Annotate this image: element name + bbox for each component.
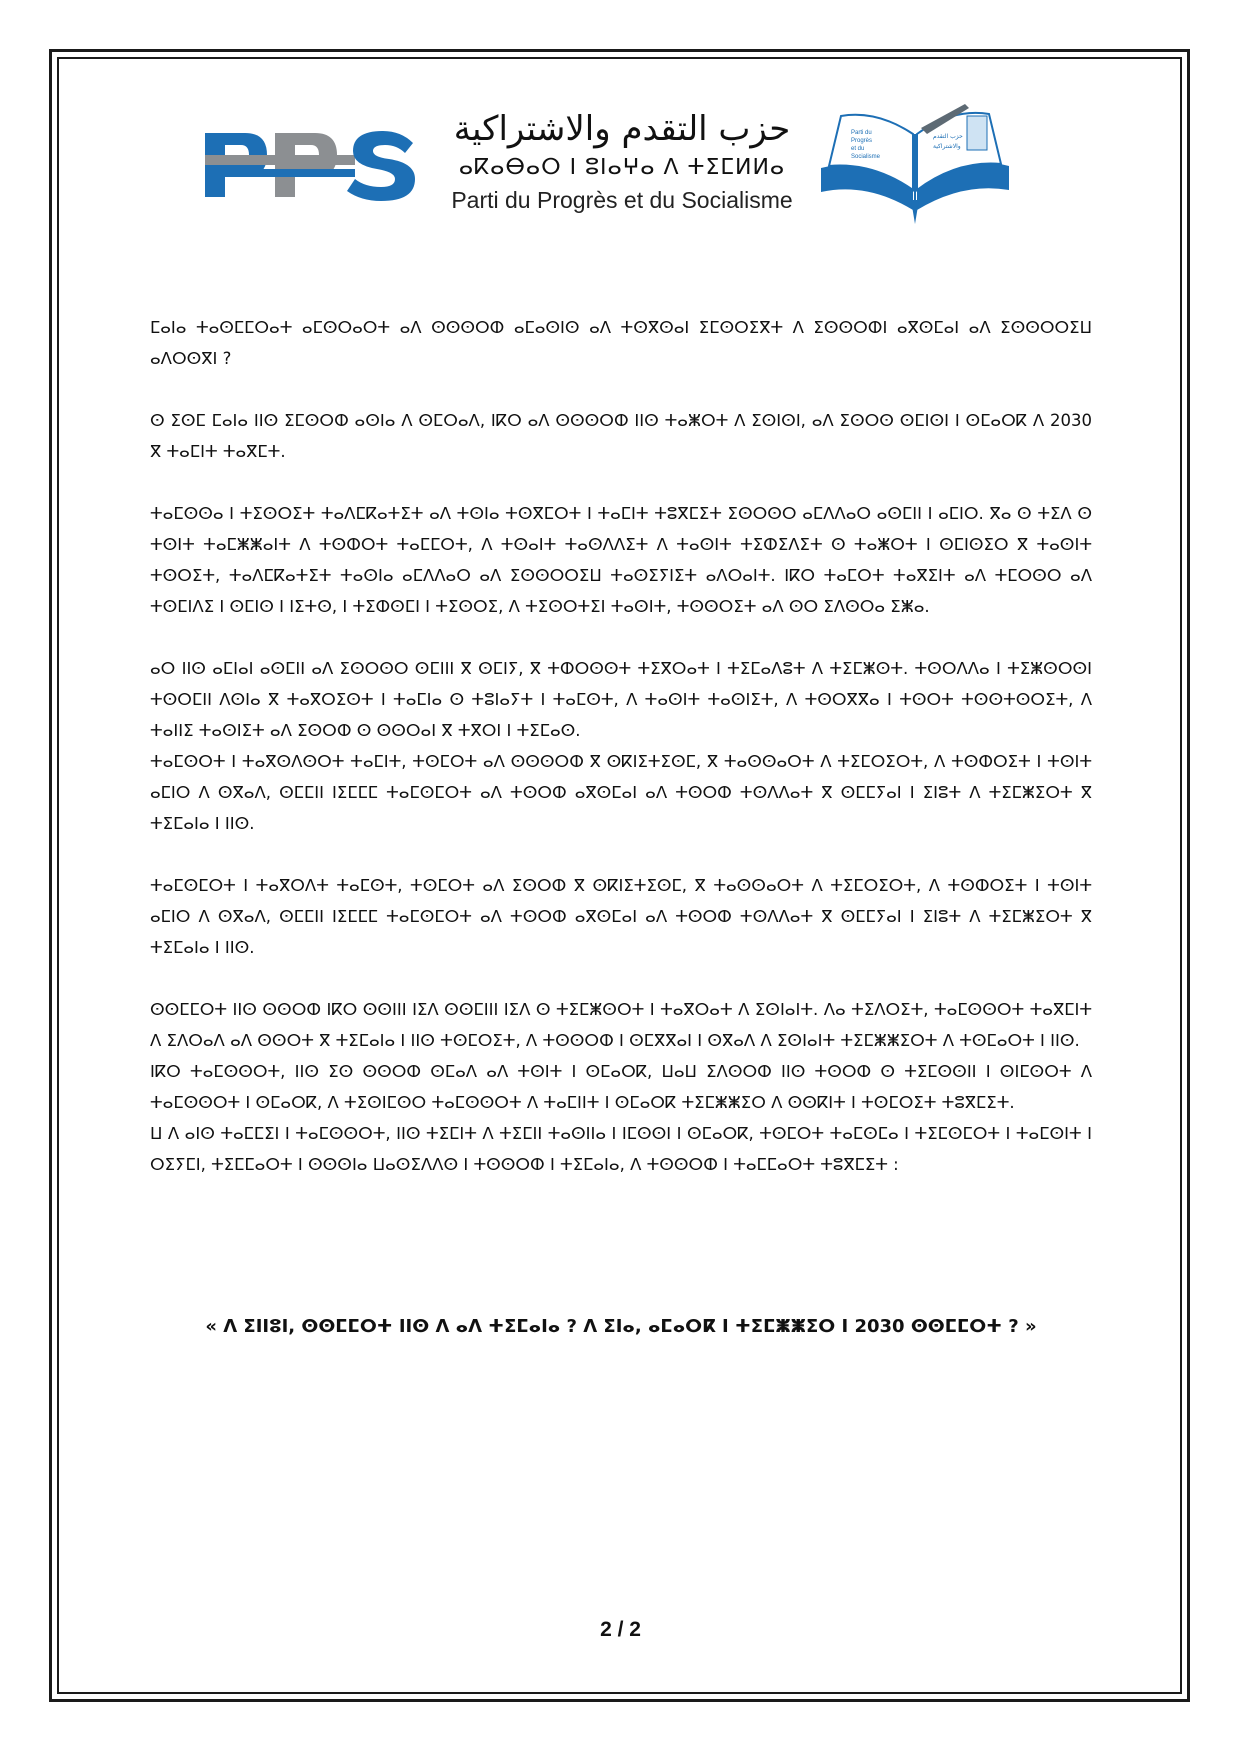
page-number: 2 / 2 [600, 1618, 641, 1641]
closing-question: « ⴷ ⵉⵏⵏⵓⵏ, ⵙⵙⵎⵎⵔⵜ ⵏⵏⵙ ⴷ ⴰⴷ ⵜⵉⵎⴰⵏⴰ ? ⴷ ⵉⵏⴰ, ⴰⵎⴰⵔⴽ ⵏ ⵜⵉⵎⵥⵥⵉⵔ ⵏ 2030 ⵙⵙⵎⵎⵔⵜ ? » [205, 1316, 1037, 1337]
party-names [432, 106, 812, 216]
svg-text:والاشتراكية: والاشتراكية [933, 143, 961, 150]
pps-logo [205, 125, 417, 205]
paragraph: ⴰⵔ ⵏⵏⵙ ⴰⵎⵏⴰⵏ ⴰⵙⵎⵏⵏ ⴰⴷ ⵉⵙⵔⵙⵔ ⵙⵎⵏⵏⵏ ⴳ ⵙⵎⵏⵢ, ⴳ ⵜⵀⵔⵙⵙⵜ ⵜⵉⴳⵔⴰⵜ ⵏ ⵜⵉⵎⴰⴷⵓⵜ ⴷ ⵜⵉⵎⵥⵙⵜ. ⵜⵙⵔⴷⴷⴰ ⵏ ⵜⵉⵥⵙⵔⵙⵏ ⵜⵙⵔⵎⵏⵏ ⴷⵙⵏⴰ ⴳ ⵜⴰⴳⵔⵉⵙⵜ ⵏ ⵜⴰⵎⵏⴰ ⵙ ⵜⵓⵏⴰⵢⵜ ⵏ ⵜⴰⵎⵙⵜ, ⴷ ⵜⴰⵙⵏⵜ ⵜⴰⵙⵏⵉⵜ, ⴷ ⵜⵙⵔⴳⴳⴰ ⵏ ⵜⵙⵔⵜ ⵜⵙⵙⵜⵙⵔⵉⵜ, ⴷ ⵜⴰⵏⵏⵉ ⵜⴰⵙⵏⵉⵜ ⴰⴷ ⵉⵙⵔⵀ ⵙ ⵙⵙⵔⴰⵏ ⴳ ⵜⴳⵔⵏ ⵏ ⵜⵉⵎⴰⵙ. [150, 659, 1092, 740]
paragraph: ⵏⴽⵔ ⵜⴰⵎⵙⵙⵔⵜ, ⵏⵏⵙ ⵉⵙ ⵙⵙⵔⵀ ⵙⵎⴰⴷ ⴰⴷ ⵜⵙⵏⵜ ⵏ ⵙⵎⴰⵔⴽ, ⵡⴰⵡ ⵉⴷⵙⵔⵀ ⵏⵏⵙ ⵜⵙⵔⵀ ⵙ ⵜⵉⵎⵙⵙⵏⵏ ⵏ ⵙⵏⵎⵙⵔⵜ ⴷ ⵜⴰⵎⵙⵙⵔⵜ ⵏ ⵙⵎⴰⵔⴽ, ⴷ ⵜⵉⵙⵏⵎⵙⵔ ⵜⴰⵎⵙⵙⵔⵜ ⴷ ⵜⴰⵎⵏⵏⵜ ⵏ ⵙⵎⴰⵔⴽ ⵜⵉⵎⵥⵥⵉⵔ ⴷ ⵙⵙⴽⵏⵜ ⵏ ⵜⵙⵎⵔⵉⵜ ⵜⵓⴳⵎⵉⵜ. [150, 1062, 1092, 1112]
paragraph: ⵡ ⴷ ⴰⵏⵙ ⵜⴰⵎⵎⵉⵏ ⵏ ⵜⴰⵎⵙⵙⵔⵜ, ⵏⵏⵙ ⵜⵉⵎⵏⵜ ⴷ ⵜⵉⵎⵏⵏ ⵜⴰⵙⵏⵏⴰ ⵏ ⵏⵎⵙⵙⵏ ⵏ ⵙⵎⴰⵔⴽ, ⵜⵙⵎⵔⵜ ⵜⴰⵎⵙⵎⴰ ⵏ ⵜⵉⵎⵙⵎⵔⵜ ⵏ ⵜⴰⵎⵙⵏⵜ ⵏ ⵔⵉⵢⵎⵏ, ⵜⵉⵎⵎⴰⵔⵜ ⵏ ⵙⵙⵙⵏⴰ ⵡⴰⵙⵉⴷⴷⵙ ⵏ ⵜⵙⵙⵔⵀ ⵏ ⵜⵉⵎⴰⵏⴰ, ⴷ ⵜⵙⵙⵔⵀ ⵏ ⵜⴰⵎⵎⴰⵔⵜ ⵜⵓⴳⵎⵉⵜ : [150, 1124, 1092, 1174]
paragraph: ⵙ ⵉⵙⵎ ⵎⴰⵏⴰ ⵏⵏⵙ ⵉⵎⵙⵔⵀ ⴰⵙⵏⴰ ⴷ ⵙⵎⵔⴰⴷ, ⵏⴽⵔ ⴰⴷ ⵙⵙⵙⵔⵀ ⵏⵏⵙ ⵜⴰⵥⵔⵜ ⴷ ⵉⵙⵏⵙⵏ, ⴰⴷ ⵉⵙⵔⵙ ⵙⵎⵏⵙⵏ ⵏ ⵙⵎⴰⵔⴽ ⴷ 2030 ⴳ ⵜⴰⵎⵏⵜ ⵜⴰⴳⵎⵜ. [150, 411, 1092, 461]
svg-text:حزب التقدم: حزب التقدم [933, 133, 963, 140]
letterhead [200, 100, 1020, 230]
svg-text:et du: et du [851, 146, 865, 152]
svg-text:Socialisme: Socialisme [851, 154, 881, 160]
party-name-arabic: حزب التقدم والاشتراكية [453, 109, 791, 149]
svg-text:Progrès: Progrès [851, 138, 873, 144]
paragraph: ⵜⴰⵎⵙⵔⵜ ⵏ ⵜⴰⴳⵙⴷⵙⵔⵜ ⵜⴰⵎⵏⵜ, ⵜⵙⵎⵔⵜ ⴰⴷ ⵙⵙⵙⵔⵀ ⴳ ⵙⴽⵏⵉⵜⵉⵙⵎ, ⴳ ⵜⴰⵙⵙⴰⵔⵜ ⴷ ⵜⵉⵎⵔⵉⵔⵜ, ⴷ ⵜⵙⵀⵔⵉⵜ ⵏ ⵜⵙⵏⵜ ⴰⵎⵏⵔ ⴷ ⵙⴳⴰⴷ, ⵙⵎⵎⵏⵏ ⵏⵉⵎⵎⵎ ⵜⴰⵎⵙⵎⵔⵜ ⴰⴷ ⵜⵙⵔⵀ ⴰⴳⵙⵎⴰⵏ ⴰⴷ ⵜⵙⵔⵀ ⵜⵙⴷⴷⴰⵜ ⴳ ⵙⵎⵎⵢⴰⵏ ⵏ ⵉⵏⵓⵜ ⴷ ⵜⵉⵎⵥⵉⵔⵜ ⴳ ⵜⵉⵎⴰⵏⴰ ⵏ ⵏⵏⵙ. [150, 752, 1092, 833]
paragraph: ⵜⴰⵎⵙⵙⴰ ⵏ ⵜⵉⵙⵔⵉⵜ ⵜⴰⴷⵎⴽⴰⵜⵉⵜ ⴰⴷ ⵜⵙⵏⴰ ⵜⵙⴳⵎⵔⵜ ⵏ ⵜⴰⵎⵏⵜ ⵜⵓⴳⵎⵉⵜ ⵉⵙⵔⵙⵔ ⴰⵎⴷⴷⴰⵔ ⴰⵙⵎⵏⵏ ⵏ ⴰⵎⵏⵔ. ⴳⴰ ⵙ ⵜⵉⴷ ⵙ ⵜⵙⵏⵜ ⵜⴰⵎⵥⵥⴰⵏⵜ ⴷ ⵜⵙⵀⵔⵜ ⵜⴰⵎⵎⵔⵜ, ⴷ ⵜⵙⴰⵏⵜ ⵜⴰⵙⴷⴷⵉⵜ ⴷ ⵜⴰⵙⵏⵜ ⵜⵉⵀⵉⴷⵉⵜ ⵙ ⵜⴰⵥⵔⵜ ⵏ ⵙⵎⵏⵙⵉⵔ ⴳ ⵜⴰⵙⵏⵜ ⵜⵙⵔⵉⵜ, ⵜⴰⴷⵎⴽⴰⵜⵉⵜ ⵜⴰⵙⵏⴰ ⴰⵎⴷⴷⴰⵔ ⴰⴷ ⵉⵙⵙⵔⵔⵉⵡ ⵜⴰⵙⵉⵢⵏⵉⵜ ⴰⴷⵔⴰⵏⵜ. ⵏⴽⵔ ⵜⴰⵎⵔⵜ ⵜⴰⴳⵉⵏⵜ ⴰⴷ ⵜⵎⵔⵙⵔ ⴰⴷ ⵜⵙⵎⵏⴷⵉ ⵏ ⵙⵎⵏⵙ ⵏ ⵏⵉⵜⵙ, ⵏ ⵜⵉⵀⵙⵎⵏ ⵏ ⵜⵉⵙⵔⵉ, ⴷ ⵜⵉⵙⵔⵜⵉⵏ ⵜⴰⵙⵏⵜ, ⵜⵙⵙⵔⵉⵜ ⴰⴷ ⵙⵔ ⵉⴷⵙⵔⴰ ⵉⵥⴰ. [150, 504, 1092, 616]
paragraph: ⵎⴰⵏⴰ ⵜⴰⵙⵎⵎⵔⴰⵜ ⴰⵎⵙⵔⴰⵔⵜ ⴰⴷ ⵙⵙⵙⵔⵀ ⴰⵎⴰⵙⵏⵙ ⴰⴷ ⵜⵙⴳⵙⴰⵏ ⵉⵎⵙⵔⵉⴳⵜ ⴷ ⵉⵙⵙⵔⵀⵏ ⴰⴳⵙⵎⴰⵏ ⴰⴷ ⵉⵙⵙⵔⵔⵉⵡ ⴰⴷⵔⵙⴳⵏ ? [150, 318, 1092, 368]
open-book-logo [815, 100, 1015, 225]
party-name-french: Parti du Progrès et du Socialisme [451, 187, 793, 213]
paragraph: ⵜⴰⵎⵙⵎⵔⵜ ⵏ ⵜⴰⴳⵔⴷⵜ ⵜⴰⵎⵙⵜ, ⵜⵙⵎⵔⵜ ⴰⴷ ⵉⵙⵔⵀ ⴳ ⵙⴽⵏⵉⵜⵉⵙⵎ, ⴳ ⵜⴰⵙⵙⴰⵔⵜ ⴷ ⵜⵉⵎⵔⵉⵔⵜ, ⴷ ⵜⵙⵀⵔⵉⵜ ⵏ ⵜⵙⵏⵜ ⴰⵎⵏⵔ ⴷ ⵙⴳⴰⴷ, ⵙⵎⵎⵏⵏ ⵏⵉⵎⵎⵎ ⵜⴰⵎⵙⵎⵔⵜ ⴰⴷ ⵜⵙⵔⵀ ⴰⴳⵙⵎⴰⵏ ⴰⴷ ⵜⵙⵔⵀ ⵜⵙⴷⴷⴰⵜ ⴳ ⵙⵎⵎⵢⴰⵏ ⵏ ⵉⵏⵓⵜ ⴷ ⵜⵉⵎⵥⵉⵔⵜ ⴳ ⵜⵉⵎⴰⵏⴰ ⵏ ⵏⵏⵙ. [150, 876, 1092, 957]
party-name-tifinagh: ⴰⴽⴰⴱⴰⵔ ⵏ ⵓⵏⴰⵖⴰ ⴷ ⵜⵉⵎⵍⵍⴰ [458, 155, 786, 180]
letter-body [150, 312, 1092, 1180]
paragraph: ⵙⵙⵎⵎⵔⵜ ⵏⵏⵙ ⵙⵙⵔⵀ ⵏⴽⵔ ⵙⵙⵏⵏⵏ ⵏⵉⴷ ⵙⵙⵎⵏⵏⵏ ⵏⵉⴷ ⵙ ⵜⵉⵎⵥⵙⵔⵜ ⵏ ⵜⴰⴳⵔⴰⵜ ⴷ ⵉⵙⵏⴰⵏⵜ. ⴷⴰ ⵜⵉⴷⵔⵉⵜ, ⵜⴰⵎⵙⵙⵔⵜ ⵜⴰⴳⵎⵏⵜ ⴷ ⵉⴷⵔⴰⴷ ⴰⴷ ⵙⵙⵔⵜ ⴳ ⵜⵉⵎⴰⵏⴰ ⵏ ⵏⵏⵙ ⵜⵙⵎⵔⵉⵜ, ⴷ ⵜⵙⵙⵔⵀ ⵏ ⵙⵎⴳⴳⴰⵏ ⵏ ⵙⴳⴰⴷ ⴷ ⵉⵙⵏⴰⵏⵜ ⵜⵉⵎⵥⵥⵉⵔⵜ ⴷ ⵜⵙⵎⴰⵔⵜ ⵏ ⵏⵏⵙ. [150, 1000, 1092, 1050]
svg-text:Parti du: Parti du [851, 130, 872, 136]
